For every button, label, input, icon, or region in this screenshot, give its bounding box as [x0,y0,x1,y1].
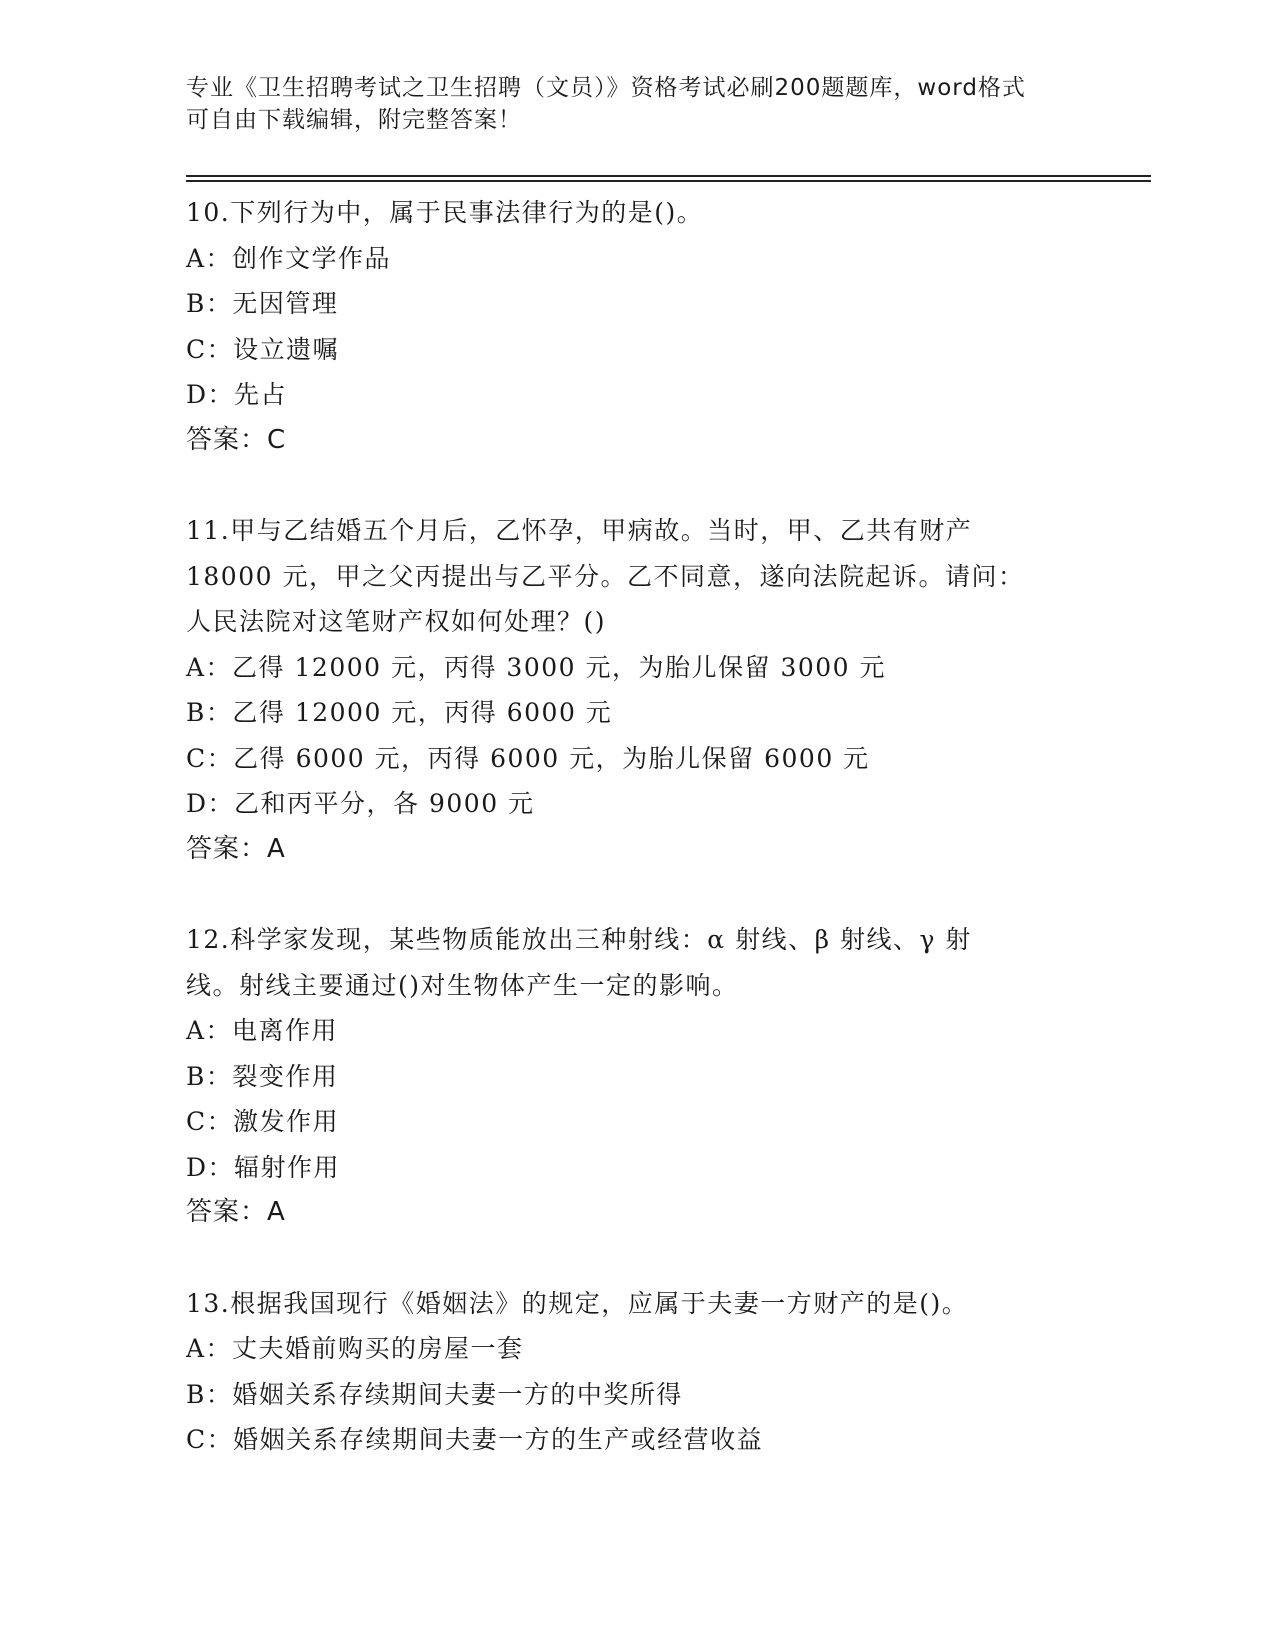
question-stem: 11.甲与乙结婚五个月后，乙怀孕，甲病故。当时，甲、乙共有财产 [186,516,973,545]
option-b: B：裂变作用 [186,1061,339,1091]
option-c: C：乙得 6000 元，丙得 6000 元，为胎儿保留 6000 元 [186,743,870,773]
option-a: A：乙得 12000 元，丙得 3000 元，为胎儿保留 3000 元 [186,652,887,682]
option-c: C：激发作用 [186,1107,340,1136]
option-a: A：电离作用 [186,1016,339,1045]
header-line-1: 专业《卫生招聘考试之卫生招聘（文员）》资格考试必刷200题题库，word格式 [186,75,1026,101]
option-c: C：婚姻关系存续期间夫妻一方的生产或经营收益 [186,1425,764,1454]
page-header [186,72,1066,136]
option-d: D：先占 [186,380,288,409]
answer-label: 答案：C [186,424,287,455]
option-d: D：辐射作用 [186,1152,341,1182]
option-a: A：丈夫婚前购买的房屋一套 [186,1334,524,1363]
question-item [186,917,1086,1236]
question-stem-continued: 线。射线主要通过()对生物体产生一定的影响。 [186,970,739,1000]
question-item [186,190,1086,463]
header-divider [186,175,1151,181]
option-b: B：乙得 12000 元，丙得 6000 元 [186,698,613,727]
question-stem: 12.科学家发现，某些物质能放出三种射线：α 射线、β 射线、γ 射 [186,925,972,954]
divider-line-bottom [186,180,1151,182]
option-d: D：乙和丙平分，各 9000 元 [186,789,535,818]
question-item [186,1281,1086,1463]
option-c: C：设立遗嘱 [186,334,340,364]
header-line-2: 可自由下载编辑，附完整答案！ [186,107,522,133]
question-stem: 13.根据我国现行《婚姻法》的规定，应属于夫妻一方财产的是()。 [186,1288,969,1318]
answer-label: 答案：A [186,833,286,864]
question-stem-continued: 18000 元，甲之父丙提出与乙平分。乙不同意，遂向法院起诉。请问： [186,561,1025,591]
option-b: B：无因管理 [186,289,339,318]
question-stem-continued: 人民法院对这笔财产权如何处理？() [186,607,607,636]
question-stem: 10.下列行为中，属于民事法律行为的是()。 [186,198,704,227]
question-list [186,190,1086,1508]
option-a: A：创作文学作品 [186,243,392,273]
answer-label: 答案：A [186,1197,286,1227]
divider-line-top [186,175,1151,177]
option-b: B：婚姻关系存续期间夫妻一方的中奖所得 [186,1379,683,1409]
question-item [186,508,1086,872]
